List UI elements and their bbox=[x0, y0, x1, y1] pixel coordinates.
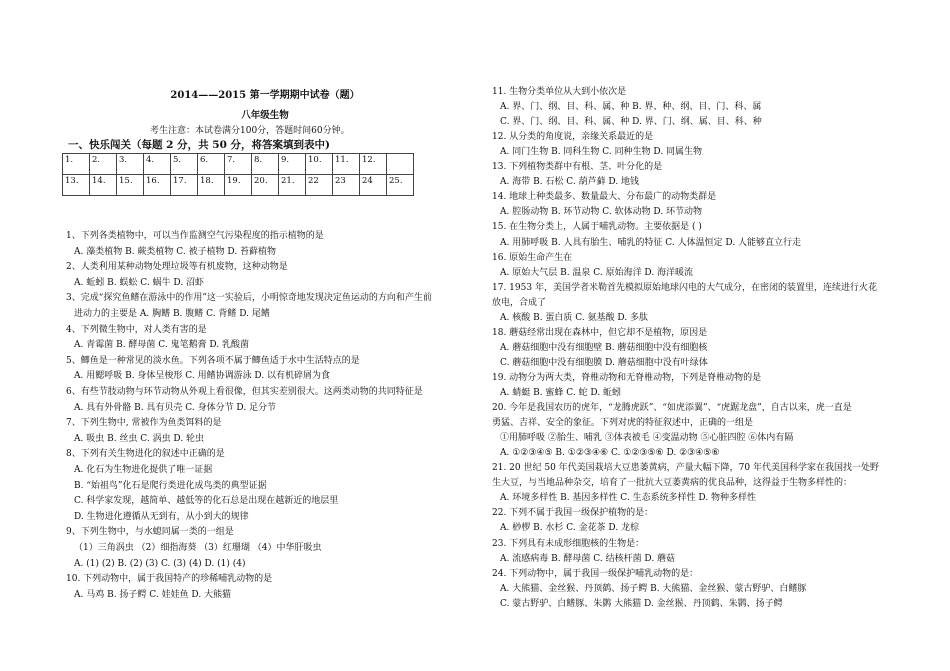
question-line: 19. 动物分为两大类，脊椎动物和无脊椎动物，下列是脊椎动物的是 bbox=[492, 372, 762, 383]
answer-cell[interactable]: 25. bbox=[387, 175, 414, 196]
question-line: 17. 1953 年，美国学者米勒首先模拟原始地球闪电的大气成分，在密闭的装置里，连续进行火花 bbox=[492, 282, 877, 293]
question-line: 4、下列微生物中，对人类有害的是 bbox=[66, 324, 207, 335]
answer-cell[interactable]: 4. bbox=[144, 154, 171, 175]
answer-row-2 bbox=[63, 175, 414, 196]
question-line: C. 界、门、纲、目、科、属、种 D. 界、门、纲、属、目、科、种 bbox=[500, 117, 762, 128]
question-line: 23. 下列具有未成形细胞核的生物是： bbox=[492, 538, 645, 549]
question-line: C. 蘑菇细胞中没有细胞膜 D. 蘑菇细胞中没有叶绿体 bbox=[500, 357, 708, 368]
answer-cell[interactable]: 3. bbox=[117, 154, 144, 175]
question-line: 20. 今年是我国农历的虎年，“龙腾虎跃”、“如虎添翼”、“虎踞龙盘”，自古以来，虎一直是 bbox=[492, 403, 852, 414]
question-line: A. 马鸡 B. 扬子鳄 C. 娃娃鱼 D. 大熊猫 bbox=[74, 589, 232, 600]
question-line: 2、人类利用某种动物处理垃圾等有机废物，这种动物是 bbox=[66, 262, 288, 273]
answer-cell[interactable]: 8. bbox=[252, 154, 279, 175]
answer-cell[interactable]: 5. bbox=[171, 154, 198, 175]
question-line: 13. 下列植物类群中有根、茎、叶分化的是 bbox=[492, 162, 663, 173]
answer-row-1 bbox=[63, 154, 414, 175]
question-line: 11. 生物分类单位从大到小依次是 bbox=[492, 87, 627, 97]
question-line: A. 大熊猫、金丝猴、丹顶鹤、扬子鳄 B. 大熊猫、金丝猴、蒙古野驴、白鳍豚 bbox=[500, 583, 807, 594]
answer-cell[interactable]: 7. bbox=[225, 154, 252, 175]
question-line: A. 蜻蜓 B. 蜜蜂 C. 蛇 D. 蚯蚓 bbox=[500, 388, 622, 398]
answer-cell[interactable]: 13. bbox=[63, 175, 90, 196]
question-line: 8、下列有关生物进化的叙述中正确的是 bbox=[66, 449, 225, 460]
answer-cell-empty[interactable] bbox=[387, 154, 414, 175]
question-line: 14. 地球上种类最多、数量最大、分布最广的动物类群是 bbox=[492, 192, 717, 203]
question-line: A. 蘑菇细胞中没有细胞壁 B. 蘑菇细胞中没有细胞核 bbox=[500, 342, 708, 353]
question-line: A. 桫椤 B. 水杉 C. 金花茶 D. 龙棕 bbox=[500, 523, 640, 534]
answer-cell[interactable]: 22 bbox=[306, 175, 333, 196]
question-line: 24. 下列动物中，属于我国一级保护哺乳动物的是： bbox=[492, 568, 699, 579]
answer-cell[interactable]: 18. bbox=[198, 175, 225, 196]
question-line: A. 用肺呼吸 B. 人具有胎生、哺乳的特征 C. 人体温恒定 D. 人能够直立行走 bbox=[500, 237, 802, 248]
answer-cell[interactable]: 23 bbox=[333, 175, 360, 196]
question-line: 21. 20 世纪 50 年代美国栽培大豆患萎黄病，产量大幅下降，70 年代美国科学家在我国找一处野 bbox=[492, 463, 879, 474]
question-line: A. 腔肠动物 B. 环节动物 C. 软体动物 D. 环节动物 bbox=[500, 207, 703, 218]
question-line: A. 核酸 B. 蛋白质 C. 氨基酸 D. 多肽 bbox=[500, 312, 649, 323]
question-line: A. 藻类植物 B. 蕨类植物 C. 被子植物 D. 苔藓植物 bbox=[74, 246, 277, 257]
question-line: （1）三角涡虫 （2）细指海葵 （3）红珊瑚 （4）中华肝吸虫 bbox=[74, 543, 322, 553]
answer-cell[interactable]: 20. bbox=[252, 175, 279, 196]
question-line: A. 青霉菌 B. 酵母菌 C. 鬼笔鹅膏 D. 乳酸菌 bbox=[74, 340, 250, 351]
question-line: 6、有些节肢动物与环节动物从外观上看很像，但其实差别很大。这两类动物的共同特征是 bbox=[66, 387, 423, 397]
question-line: A. 同门生物 B. 同科生物 C. 同种生物 D. 同属生物 bbox=[500, 147, 703, 158]
question-line: 5、鲫鱼是一种常见的淡水鱼。下列各项不属于鲫鱼适于水中生活特点的是 bbox=[66, 355, 360, 366]
question-line: 进动力的主要是 A. 胸鳍 B. 腹鳍 C. 背鳍 D. 尾鳍 bbox=[74, 309, 270, 319]
section-heading: 一、快乐闯关（每题 2 分，共 50 分，将答案填到表中) bbox=[68, 139, 331, 151]
exam-title: 2014——2015 第一学期期中试卷（题） bbox=[170, 90, 360, 101]
question-line: ①用肺呼吸 ②胎生、哺乳 ③体表被毛 ④变温动物 ⑤心脏四腔 ⑥体内有隔 bbox=[500, 433, 794, 444]
question-line: A. 吸虫 B. 丝虫 C. 涡虫 D. 轮虫 bbox=[74, 433, 205, 444]
answer-cell[interactable]: 15. bbox=[117, 175, 144, 196]
question-line: A. 用鳃呼吸 B. 身体呈梭形 C. 用鳍协调游泳 D. 以有机碎屑为食 bbox=[74, 371, 331, 382]
answer-cell[interactable]: 24 bbox=[360, 175, 387, 196]
question-line: D. 生物进化遵循从无到有，从小到大的规律 bbox=[74, 511, 249, 522]
exam-notice: 考生注意：本试卷满分100分，答题时间60分钟。 bbox=[150, 126, 350, 136]
question-line: A. 环境多样性 B. 基因多样性 C. 生态系统多样性 D. 物种多样性 bbox=[500, 493, 757, 504]
question-line: 3、完成“探究鱼鳍在游泳中的作用”这一实验后，小明惊奇地发现决定鱼运动的方向和产生前 bbox=[66, 293, 432, 304]
question-line: 勇猛、吉祥、安全的象征。下列对虎的特征叙述中，正确的一组是 bbox=[492, 418, 754, 429]
question-line: C. 蒙古野驴、白鳍豚、朱鹮 大熊猫 D. 金丝猴、丹顶鹤、朱鹮、扬子鳄 bbox=[500, 598, 783, 609]
answer-cell[interactable]: 11. bbox=[333, 154, 360, 175]
question-line: A. 原始大气层 B. 温泉 C. 原始海洋 D. 海洋暖流 bbox=[500, 267, 694, 278]
question-line: C. 科学家发现，越简单、越低等的化石总是出现在越新近的地层里 bbox=[74, 496, 339, 507]
answer-cell[interactable]: 1. bbox=[63, 154, 90, 175]
question-line: A. (1) (2) B. (2) (3) C. (3) (4) D. (1) (4) bbox=[74, 558, 246, 569]
question-line: A. 具有外骨骼 B. 具有贝壳 C. 身体分节 D. 足分节 bbox=[74, 402, 277, 413]
question-line: 22. 下列不属于我国一级保护植物的是： bbox=[492, 508, 654, 519]
question-line: 1、下列各类植物中，可以当作监测空气污染程度的指示植物的是 bbox=[66, 231, 324, 241]
question-line: A. 流感病毒 B. 酵母菌 C. 结核杆菌 D. 蘑菇 bbox=[500, 553, 676, 564]
answer-cell[interactable]: 9. bbox=[279, 154, 306, 175]
exam-subtitle: 八年级生物 bbox=[241, 110, 289, 121]
question-line: B. “始祖鸟”化石是爬行类进化成鸟类的典型证据 bbox=[74, 480, 267, 491]
answer-cell[interactable]: 21. bbox=[279, 175, 306, 196]
answer-cell[interactable]: 2. bbox=[90, 154, 117, 175]
question-line: A. 蚯蚓 B. 蜈蚣 C. 蜗牛 D. 沼虾 bbox=[74, 277, 205, 288]
answer-cell[interactable]: 12. bbox=[360, 154, 387, 175]
answer-cell[interactable]: 14. bbox=[90, 175, 117, 196]
question-line: 放电，合成了 bbox=[492, 297, 547, 308]
question-line: A. ①②③④⑤ B. ①②③④⑥ C. ①②③⑤⑥ D. ②③④⑤⑥ bbox=[500, 448, 720, 459]
answer-cell[interactable]: 19. bbox=[225, 175, 252, 196]
question-line: 10. 下列动物中，属于我国特产的珍稀哺乳动物的是 bbox=[66, 574, 273, 585]
answer-cell[interactable]: 17. bbox=[171, 175, 198, 196]
answer-cell[interactable]: 16. bbox=[144, 175, 171, 196]
answer-cell[interactable]: 10. bbox=[306, 154, 333, 175]
question-line: 9、下列生物中，与水螅同属一类的一组是 bbox=[66, 527, 234, 538]
question-line: 12. 从分类的角度说，亲缘关系最近的是 bbox=[492, 132, 654, 143]
question-line: 15. 在生物分类上，人属于哺乳动物。主要依据是 ( ) bbox=[492, 222, 702, 233]
question-line: A. 化石为生物进化提供了唯一证据 bbox=[74, 465, 213, 475]
answer-cell[interactable]: 6. bbox=[198, 154, 225, 175]
answer-table bbox=[62, 153, 414, 196]
question-line: A. 界、门、纲、目、科、属、种 B. 界、种、纲、目、门、科、属 bbox=[500, 102, 762, 113]
question-line: 16. 原始生命产生在 bbox=[492, 252, 573, 263]
question-line: A. 海带 B. 石松 C. 葫芦藓 D. 地钱 bbox=[500, 177, 640, 188]
question-line: 18. 蘑菇经常出现在森林中，但它却不是植物，原因是 bbox=[492, 327, 708, 338]
question-line: 生大豆，与当地品种杂交，培育了一批抗大豆萎黄病的优良品种，这得益于生物多样性的： bbox=[492, 478, 853, 489]
question-line: 7、下列生物中, 常被作为鱼类饵料的是 bbox=[66, 418, 222, 429]
